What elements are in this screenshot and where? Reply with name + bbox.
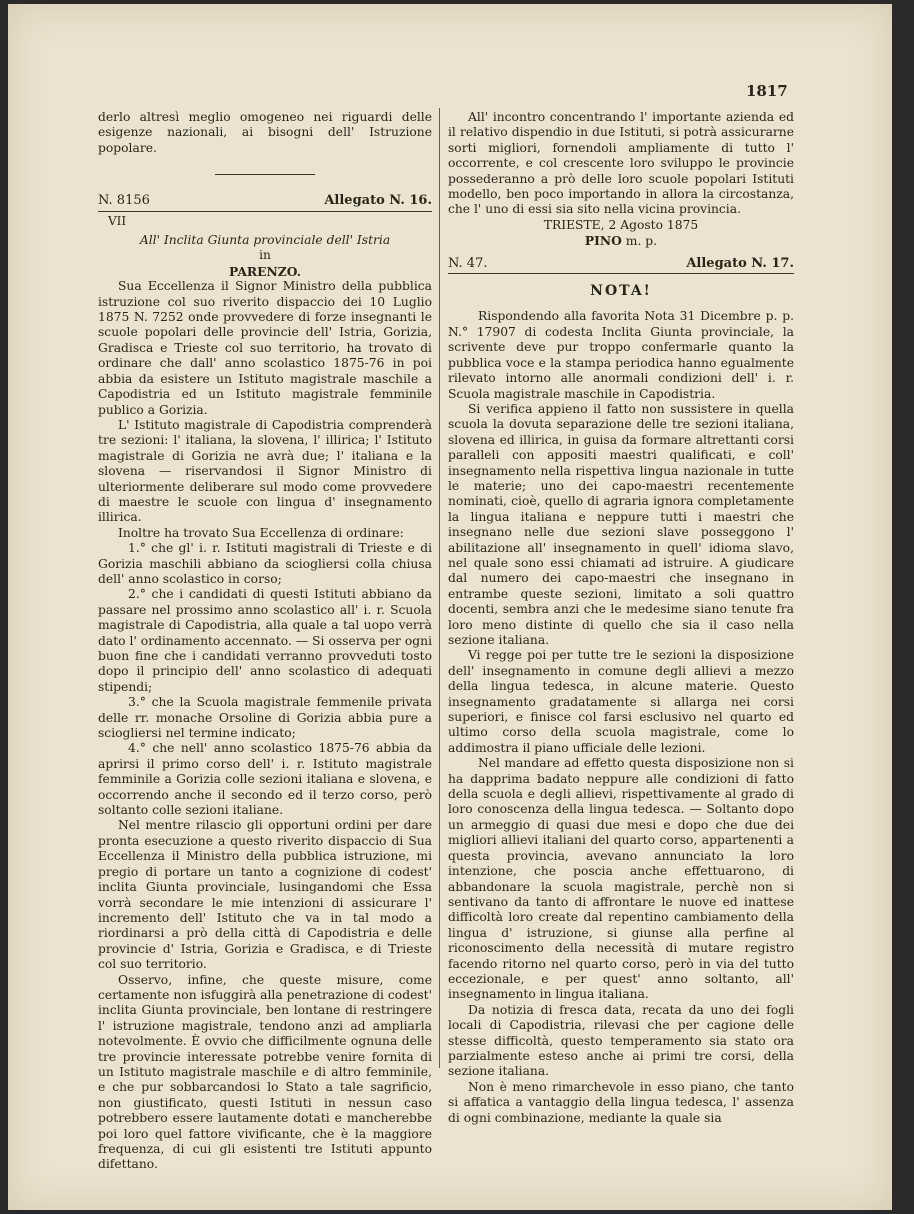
- paragraph: Non è meno rimarchevole in esso piano, che tanto si affatica a vantaggio della lingua tedesca, l' assenza di ogni combinazione, mediante la quale sia: [448, 1079, 794, 1125]
- list-item: 1.° che gl' i. r. Istituti magistrali di Trieste e di Gorizia maschili abbiano da sciogliersi colla chiusa dell' anno scolastico in corso;: [98, 541, 432, 586]
- paragraph: Rispondendo alla favorita Nota 31 Dicembre p. p. N.° 17907 di codesta Inclita Giunta provinciale, la scrivente deve pur troppo confermarle quanto la pubblica voce e la stampa periodica hanno egualmente rilevato intorno alle anormali condizioni dell' i. r. Scuola magistrale maschile in Capodistria.: [448, 309, 794, 401]
- signature: [448, 233, 794, 249]
- page-number: 1817: [746, 82, 788, 100]
- nota-title: NOTA!: [590, 283, 652, 300]
- right-column: [448, 110, 794, 1126]
- allegato-label: Allegato N. 17.: [686, 255, 794, 271]
- document-header: [448, 256, 794, 271]
- paragraph: Da notizia di fresca data, recata da uno dei fogli locali di Capodistria, rilevasi che per cagione delle stesse difficoltà, questo temperamento sia stato ora parzialmente esteso anche ai primi tre corsi, della sezione italiana.: [448, 1002, 794, 1079]
- allegato-label: Allegato N. 16.: [324, 193, 432, 209]
- section-number: VII: [108, 213, 127, 228]
- paragraph: Vi regge poi per tutte tre le sezioni la disposizione dell' insegnamento in comune degli allievi a mezzo della lingua tedesca, in alcune materie. Questo insegnamento gradatamente si allarga nei corsi superiori, e finisce col farsi esclusivo nel quarto ed ultimo corso della scuola magistrale, come lo addimostra il piano ufficiale delle lezioni.: [448, 648, 794, 755]
- paragraph: Sua Eccellenza il Signor Ministro della pubblica istruzione col suo riverito dispaccio dei 10 Luglio 1875 N. 7252 onde provvedere di forze insegnanti le scuole popolari delle provincie dell' Istria, Gorizia, Gradisca e Trieste col suo territorio, ha trovato di ordinare che dall' anno scolastico 1875-76 in poi abbia da esistere un Istituto magistrale maschile a Capodistria ed un Istituto magistrale femminile publico a Gorizia.: [98, 279, 432, 417]
- paragraph: Inoltre ha trovato Sua Eccellenza di ordinare:: [118, 525, 404, 540]
- list-item: 2.° che i candidati di questi Istituti abbiano da passare nel prossimo anno scolastico all' i. r. Scuola magistrale di Capodistria, alla quale a tal uopo verrà dato l' ordinamento accennato. — Si osserva per ogni buon fine che i candidati verranno provveduti tosto dopo il principio dell' anno scolastico di adequati stipendi;: [98, 587, 432, 694]
- document-number: N. 47.: [448, 255, 488, 271]
- document-header: [98, 193, 432, 208]
- paragraph: All' incontro concentrando l' importante azienda ed il relativo dispendio in due Istituti, si potrà assicurarne sorti migliori, fornendoli ampliamente di tutto l' occorrente, e col crescente loro sviluppo le provincie possederanno a prò delle loro scuole popolari Istituti modello, ben poco importando in allora la circostanza, che l' uno di essi sia sito nella vicina provincia.: [448, 110, 794, 217]
- header-rule: [448, 273, 794, 274]
- address-city: PARENZO.: [229, 263, 301, 279]
- address-in: in: [259, 248, 271, 263]
- list-item: 4.° che nell' anno scolastico 1875-76 abbia da aprirsi il primo corso dell' i. r. Istituto magistrale femminile a Gorizia colle sezioni italiana e slovena, e occorrendo anche il secondo ed il terzo corso, però soltanto colle sezioni italiane.: [98, 741, 432, 818]
- document-number: N. 8156: [98, 193, 150, 209]
- column-divider: [439, 108, 440, 1068]
- signature-name: PINO: [584, 233, 622, 249]
- intro-paragraph: derlo altresì meglio omogeneo nei riguardi delle esigenze nazionali, ai bisogni dell' Istruzione popolare.: [98, 110, 432, 155]
- header-rule: [98, 211, 432, 212]
- address-line: All' Inclita Giunta provinciale dell' Istria: [139, 233, 391, 248]
- separator-rule: [215, 174, 315, 175]
- paragraph: Nel mandare ad effetto questa disposizione non si ha dapprima badato neppure alle condizioni di fatto della scuola e degli allievi, rispettivamente al grado di loro conoscenza della lingua tedesca. — Soltanto dopo un armeggio di quasi due mesi e dopo che due dei migliori allievi italiani del quarto corso, appartenenti a questa provincia, avevano annunciato la loro intenzione, che poscia anche effettuarono, di abbandonare la scuola magistrale, perchè non si sentivano da tanto di affrontare le nuove ed inattese difficoltà loro create dal repentino cambiamento della lingua d' istruzione, si giunse alla perfine al riconoscimento della necessità di mutare registro facendo ritorno nel quarto corso, però in via del tutto eccezionale, e per quest' anno soltanto, all' insegnamento in lingua italiana.: [448, 756, 794, 1002]
- paragraph: Osservo, infine, che queste misure, come certamente non isfuggirà alla penetrazione di codest' inclita Giunta provinciale, ben lontane di restringere l' istruzione magistrale, tendono anzi ad ampliarla notevolmente. È ovvio che difficilmente ognuna delle tre provincie interessate potrebbe venire fornita di un Istituto magistrale maschile e di altro femminile, e che pur sobbarcandosi lo Stato a tale sagrificio, non giustificato, questi Istituti in nessun caso potrebbero essere lautamente dotati e mancherebbe poi loro quel fattore vivificante, che è la maggiore frequenza, di cui gli esistenti tre Istituti appunto difettano.: [98, 972, 432, 1172]
- document-page: [8, 4, 892, 1210]
- paragraph: L' Istituto magistrale di Capodistria comprenderà tre sezioni: l' italiana, la slovena, l' illirica; l' Istituto magistrale di Gorizia ne avrà due; l' italiana e la slovena — riservandosi il Signor Ministro di ulteriormente deliberare sul modo come provvedere di maestre le scuole con lingua d' insegnamento illirica.: [98, 417, 432, 525]
- list-item: 3.° che la Scuola magistrale femmenile privata delle rr. monache Orsoline di Gorizia abbia pure a sciogliersi nel termine indicato;: [98, 695, 432, 741]
- signature-suffix: m. p.: [625, 234, 658, 249]
- paragraph: Si verifica appieno il fatto non sussistere in quella scuola la dovuta separazione delle tre sezioni italiana, slovena ed illirica, in guisa da formare altrettanti corsi paralleli con appositi maestri qualificati, e coll' insegnamento nella rispettiva lingua nazionale in tutte le materie; uno dei capo-maestri recentemente nominati, cioè, quello di agraria ignora completamente la lingua italiana e neppure tutti i maestri che insegnano nelle due sezioni slave posseggono l' abilitazione all' insegnamento in quell' idioma slavo, nel quale sono essi chiamati ad istruire. A giudicare dal numero dei capo-maestri che insegnano in entrambe queste sezioni, limitato a soli quattro docenti, sembra anzi che le medesime siano tenute fra loro meno distinte di quello che sia il caso nella sezione italiana.: [448, 401, 794, 647]
- left-column: [98, 110, 432, 1173]
- place-date: TRIESTE, 2 Agosto 1875: [543, 217, 699, 232]
- paragraph: Nel mentre rilascio gli opportuni ordini per dare pronta esecuzione a questo riverito dispaccio di Sua Eccellenza il Ministro della pubblica istruzione, mi pregio di portare un tanto a cognizione di codest' inclita Giunta provinciale, lusingandomi che Essa vorrà secondare le mie intenzioni di assicurare l' incremento dell' Istituto che va in tal modo a riordinarsi a prò della città di Capodistria e delle provincie d' Istria, Gorizia e Gradisca, e di Trieste col suo territorio.: [98, 818, 432, 972]
